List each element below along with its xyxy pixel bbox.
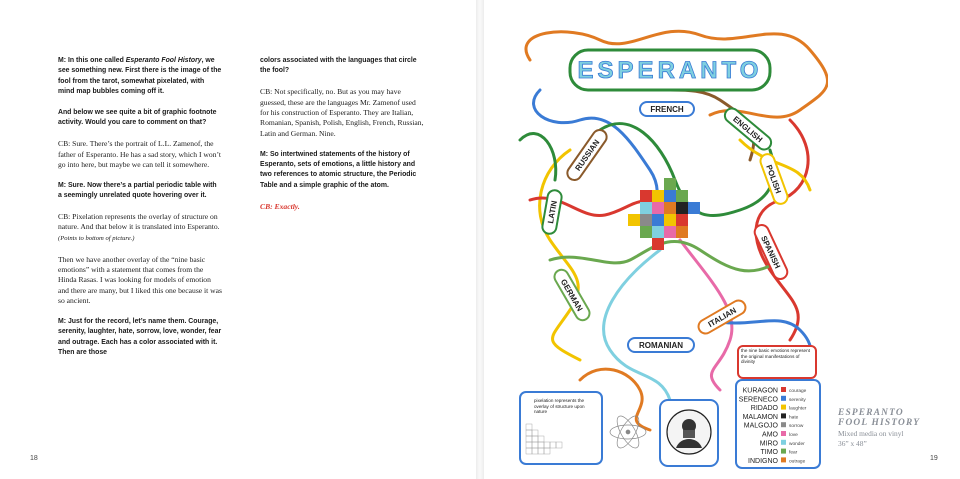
- question-paragraph: And below we see quite a bit of graphic footnote activity. Would you care to comment on that?: [58, 109, 217, 127]
- language-label: POLISH: [764, 163, 783, 195]
- emotion-esperanto-word: MIRO: [759, 440, 778, 448]
- zamenof-portrait: [660, 400, 718, 466]
- emotion-color-swatch: [781, 449, 786, 454]
- caption-title: ESPERANTO: [838, 408, 904, 418]
- emotion-english-word: wonder: [789, 441, 805, 447]
- emotion-color-swatch: [781, 440, 786, 445]
- emotion-esperanto-word: AMO: [762, 431, 778, 439]
- emotion-color-swatch: [781, 396, 786, 401]
- emotion-english-word: love: [789, 433, 798, 438]
- artwork-title-inline: Esperanto Fool History: [125, 57, 202, 64]
- emotion-esperanto-word: TIMO: [760, 449, 778, 457]
- language-label: GERMAN: [558, 277, 585, 313]
- stage-direction: (Points to bottom of picture.): [58, 234, 135, 242]
- artwork-caption: [838, 408, 948, 449]
- text-run: M: In this one called: [58, 57, 126, 64]
- pixelation-note-box: [520, 392, 602, 464]
- pixelation-note-text: pixelation represents the overlay of structure upon nature: [534, 398, 585, 415]
- emotion-esperanto-word: MALAMON: [742, 413, 778, 421]
- emotion-color-swatch: [781, 413, 786, 418]
- page-number-left: 18: [30, 455, 38, 462]
- emotions-legend: [736, 380, 820, 468]
- emotion-english-word: serenity: [789, 397, 806, 403]
- language-label: ENGLISH: [731, 114, 765, 145]
- artwork-esperanto-fool-history: [510, 20, 828, 472]
- emotion-color-swatch: [781, 422, 786, 427]
- question-paragraph: M: Just for the record, let’s name them. Courage, serenity, laughter, hate, sorrow, love, wonder, fear and outrage. Each has a color associated with it. Then are those: [58, 318, 222, 357]
- language-label: ITALIAN: [706, 305, 738, 330]
- language-label: RUSSIAN: [573, 137, 602, 173]
- question-paragraph: colors associated with the languages that circle the fool?: [260, 57, 417, 75]
- emotions-note-box: [738, 346, 816, 378]
- question-paragraph: M: Sure. Now there’s a partial periodic table with a seemingly unrelated quote hovering over it.: [58, 181, 217, 200]
- emotion-color-swatch: [781, 457, 786, 462]
- emotion-esperanto-word: KURAGON: [742, 387, 778, 395]
- emotion-esperanto-word: RIDADO: [750, 405, 778, 413]
- emotion-english-word: hate: [789, 415, 799, 421]
- text-column-2: [260, 56, 424, 222]
- caption-dimensions: 36” x 48”: [838, 438, 867, 448]
- emotion-esperanto-word: SERENECO: [738, 396, 778, 404]
- answer-paragraph: CB: Sure. There’s the portrait of L.L. Zamenof, the father of Esperanto. He has a sad story, which I won’t go into here, but maybe we can tell it somewhere.: [58, 139, 222, 170]
- emotion-english-word: sorrow: [789, 424, 804, 430]
- language-label: SPANISH: [759, 234, 783, 270]
- pixel-mosaic: [628, 178, 700, 250]
- language-label: ROMANIAN: [639, 341, 683, 350]
- emotion-english-word: courage: [789, 389, 807, 394]
- left-page: [0, 0, 476, 479]
- esperanto-title-bubble: [570, 50, 770, 90]
- question-paragraph: [58, 56, 222, 98]
- text-run: CB: Pixelation represents the overlay of structure on nature. And that below it is translated into Esperanto.: [58, 212, 220, 232]
- page-number-right: 19: [930, 455, 938, 462]
- answer-paragraph: [58, 212, 222, 244]
- emotion-esperanto-word: INDIGNO: [748, 457, 778, 465]
- answer-paragraph: Then we have another overlay of the “nine basic emotions” with a statement that comes from the Hinda Rasas. I was looking for models of emotion and there are many, but I liked this one because it was so ancient.: [58, 254, 222, 306]
- closing-answer: CB: Exactly.: [260, 201, 300, 211]
- language-label: FRENCH: [650, 105, 684, 114]
- emotion-color-swatch: [781, 431, 786, 436]
- atom-sketch: [610, 413, 646, 451]
- emotion-color-swatch: [781, 405, 786, 410]
- answer-paragraph: CB: Not specifically, no. But as you may have guessed, these are the languages Mr. Zamenof used for his construction of Esperanto. They are Italian, Romanian, Spanish, Polish, English, French, Russian, Latin and German. Nine.: [260, 87, 424, 138]
- emotion-english-word: outrage: [789, 459, 806, 465]
- artwork-illustration: [510, 20, 828, 472]
- book-gutter: [476, 0, 484, 479]
- caption-medium: Mixed media on vinyl: [838, 428, 904, 438]
- emotion-color-swatch: [781, 387, 786, 392]
- emotion-esperanto-word: MALGOJO: [743, 422, 778, 430]
- emotions-note-text: the nine basic emotions represent the original manifestations of divinity: [741, 348, 810, 365]
- text-run: , we see something new. First there is the image of the fool from the tarot, somewhat pixelated, with mind map bubbles coming off it.: [58, 57, 222, 96]
- language-label: LATIN: [546, 199, 559, 225]
- esperanto-title: ESPERANTO: [577, 57, 763, 84]
- caption-title-line-2: FOOL HISTORY: [838, 418, 921, 429]
- emotion-english-word: laughter: [789, 406, 807, 412]
- emotion-english-word: fear: [789, 450, 798, 456]
- text-column-1: [58, 56, 222, 369]
- question-paragraph: M: So intertwined statements of the history of Esperanto, sets of emotions, a little history and two references to atomic structure, the Periodic Table and a simple graphic of the atom.: [260, 150, 417, 189]
